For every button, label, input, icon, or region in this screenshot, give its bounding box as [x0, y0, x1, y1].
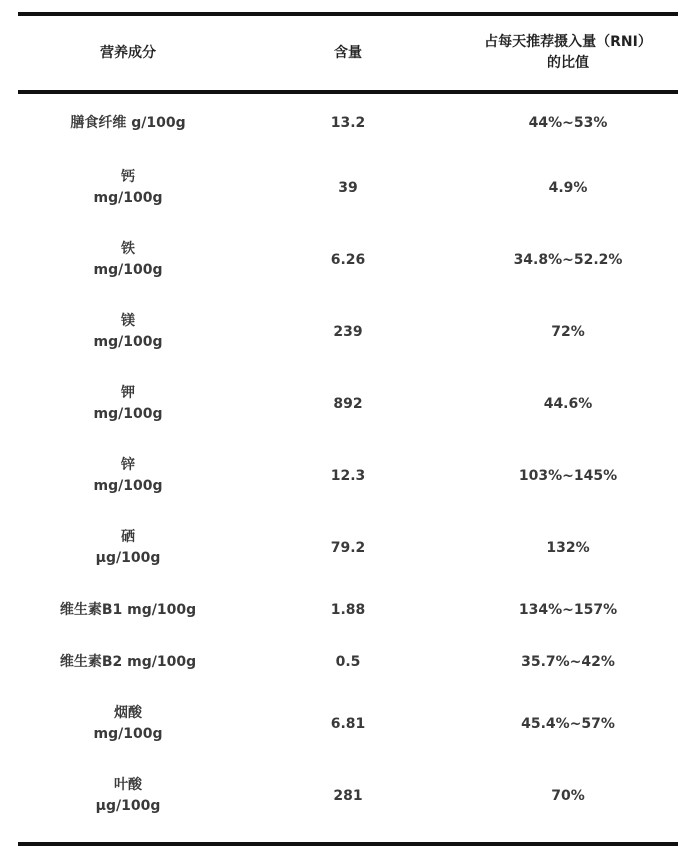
nutrient-amount: 13.2: [330, 114, 366, 131]
nutrient-amount: 1.88: [330, 601, 366, 618]
nutrient-name-line2: mg/100g: [93, 262, 163, 278]
nutrient-ratio: 70%: [551, 787, 585, 804]
nutrient-name: [18, 775, 238, 817]
nutrient-name-line2: mg/100g: [93, 190, 163, 206]
table-row: [18, 94, 678, 152]
nutrient-name-line1: 镁: [121, 313, 135, 329]
nutrient-name-line1: 维生素B2 mg/100g: [59, 653, 197, 670]
nutrient-name: [18, 239, 238, 281]
nutrient-amount: 892: [333, 395, 363, 412]
nutrient-name-line1: 叶酸: [114, 777, 142, 793]
nutrient-name: [18, 311, 238, 353]
nutrient-amount: 239: [333, 323, 363, 340]
nutrient-ratio: 44%~53%: [528, 114, 608, 131]
nutrient-amount: 6.26: [330, 251, 366, 268]
table-row: [18, 760, 678, 832]
nutrient-amount: 39: [338, 179, 358, 196]
nutrient-name: [18, 652, 238, 673]
header-amount: 含量: [334, 44, 362, 61]
header-rni-ratio: [458, 32, 678, 74]
nutrient-name-line1: 钙: [121, 169, 135, 185]
nutrient-name-line2: mg/100g: [93, 726, 163, 742]
nutrient-ratio: 132%: [546, 539, 590, 556]
nutrient-name-line2: mg/100g: [93, 406, 163, 422]
nutrient-name-line2: μg/100g: [95, 798, 161, 814]
nutrient-name-line1: 烟酸: [114, 705, 142, 721]
nutrient-name-line1: 维生素B1 mg/100g: [59, 601, 197, 618]
nutrient-name-line2: μg/100g: [95, 550, 161, 566]
nutrient-amount: 0.5: [335, 653, 361, 670]
nutrient-ratio: 35.7%~42%: [521, 653, 615, 670]
nutrient-ratio: 34.8%~52.2%: [513, 251, 623, 268]
table-row: [18, 224, 678, 296]
nutrient-name-line2: mg/100g: [93, 478, 163, 494]
table-row: [18, 296, 678, 368]
table-row: [18, 688, 678, 760]
header-nutrient: 营养成分: [100, 44, 156, 61]
nutrient-name-line1: 锌: [121, 457, 135, 473]
nutrient-name-line1: 膳食纤维 g/100g: [70, 114, 186, 131]
nutrient-name: [18, 383, 238, 425]
nutrient-ratio: 44.6%: [543, 395, 593, 412]
nutrition-table: [18, 12, 678, 846]
nutrient-ratio: 134%~157%: [518, 601, 618, 618]
nutrient-name: [18, 167, 238, 209]
nutrient-ratio: 4.9%: [548, 179, 588, 196]
table-row: [18, 636, 678, 688]
table-row: [18, 152, 678, 224]
header-rni-line2: 的比值: [547, 55, 589, 71]
table-row: [18, 440, 678, 512]
table-row: [18, 368, 678, 440]
nutrient-name: [18, 600, 238, 621]
nutrient-amount: 281: [333, 787, 363, 804]
nutrient-ratio: 45.4%~57%: [521, 715, 615, 732]
table-row: [18, 512, 678, 584]
table-header: [18, 16, 678, 94]
nutrient-amount: 79.2: [330, 539, 366, 556]
nutrient-name: [18, 455, 238, 497]
nutrient-amount: 6.81: [330, 715, 366, 732]
nutrient-name-line2: mg/100g: [93, 334, 163, 350]
nutrient-ratio: 103%~145%: [518, 467, 618, 484]
nutrient-name-line1: 钾: [121, 385, 135, 401]
nutrient-name: [18, 527, 238, 569]
nutrient-name: [18, 703, 238, 745]
nutrient-ratio: 72%: [551, 323, 585, 340]
nutrient-amount: 12.3: [330, 467, 366, 484]
nutrient-name: [18, 113, 238, 134]
table-bottom-rule: [18, 842, 678, 846]
table-row: [18, 584, 678, 636]
header-rni-line1: 占每天推荐摄入量（RNI）: [484, 34, 652, 50]
nutrient-name-line1: 铁: [121, 241, 135, 257]
nutrient-name-line1: 硒: [121, 529, 135, 545]
